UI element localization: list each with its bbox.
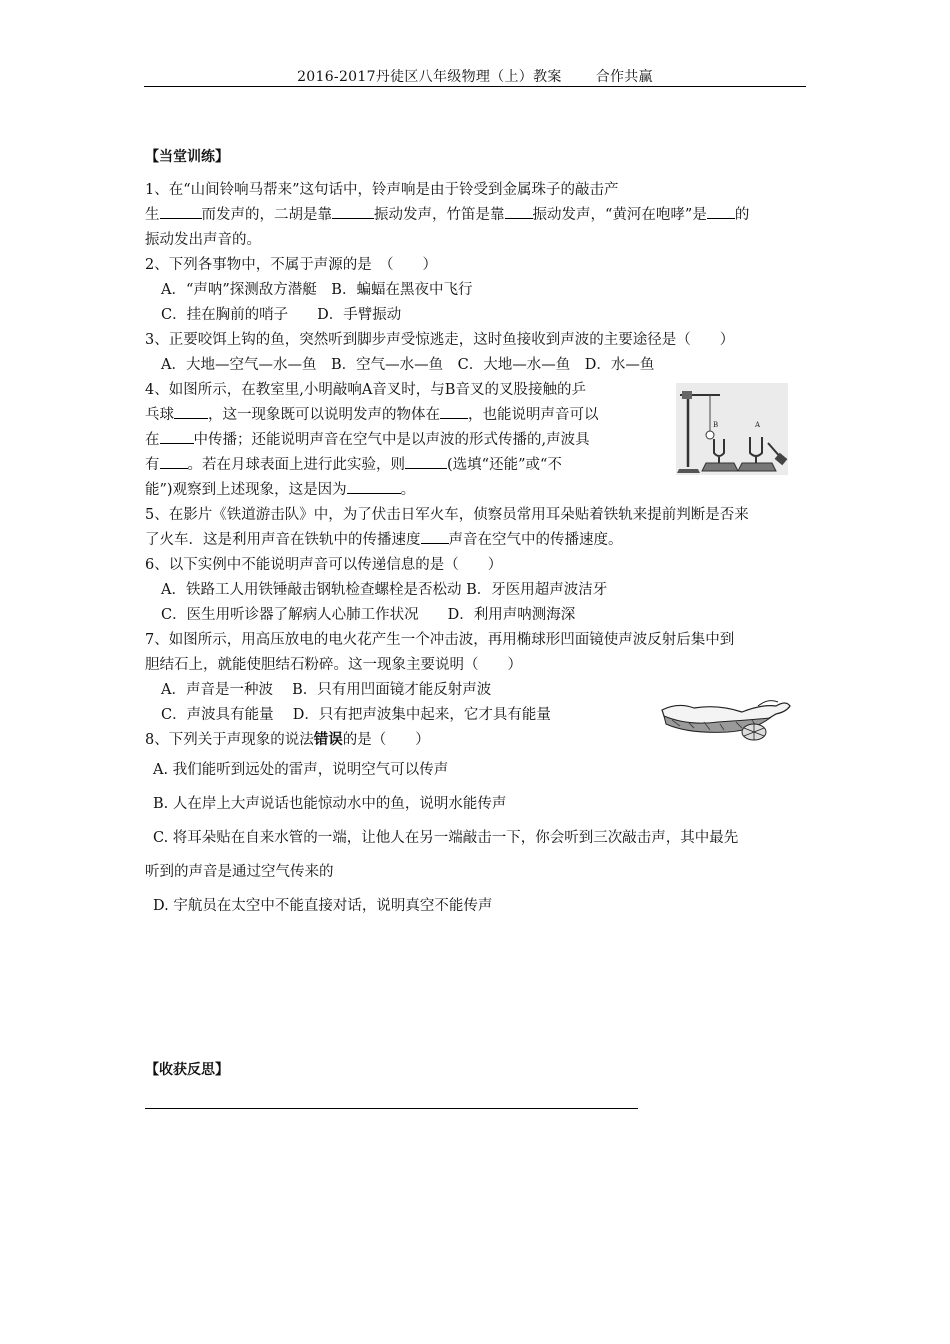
q1-line3: 振动发出声音的。 — [145, 232, 261, 248]
tuning-fork-illustration — [676, 383, 788, 475]
q2-options-ab: A．“声呐”探测敌方潜艇 B．蝙蝠在黑夜中飞行 — [161, 282, 473, 298]
answer-blank[interactable] — [421, 528, 449, 544]
q3-options: A．大地—空气—水—鱼 B．空气—水—鱼 C．大地—水—鱼 D．水—鱼 — [161, 357, 655, 373]
answer-blank[interactable] — [160, 453, 188, 469]
emphasis-wrong: 错误 — [313, 732, 343, 748]
q4-line1: 4、如图所示，在教室里,小明敲响A音叉时，与B音叉的叉股接触的乒 — [145, 382, 586, 398]
q8-stem: 8、下列关于声现象的说法错误的是（ ） — [145, 732, 430, 748]
q7-line2: 胆结石上，就能使胆结石粉碎。这一现象主要说明（ ） — [145, 657, 522, 673]
question-3 — [145, 328, 807, 378]
answer-blank[interactable] — [405, 453, 447, 469]
lithotripsy-figure — [658, 692, 792, 742]
q6-options-cd: C．医生用听诊器了解病人心肺工作状况 D．利用声呐测海深 — [161, 607, 576, 623]
training-section — [145, 145, 807, 923]
question-1 — [145, 178, 807, 253]
question-6 — [145, 553, 807, 628]
question-8 — [145, 728, 807, 923]
reflection-answer-line[interactable] — [145, 1108, 638, 1109]
q4-line3: 在 中传播；还能说明声音在空气中是以声波的形式传播的,声波具 — [145, 428, 807, 453]
q2-options-cd: C．挂在胸前的哨子 D．手臂振动 — [161, 307, 402, 323]
fork-a-label: A — [755, 421, 761, 429]
page-header — [144, 66, 806, 86]
q2-stem: 2、下列各事物中，不属于声源的是 （ ） — [145, 257, 437, 273]
q1-line2: 生 而发声的，二胡是靠 振动发声，竹笛是靠 振动发声，“黄河在咆哮”是 的 — [145, 203, 807, 228]
q4-line2: 乓球 ，这一现象既可以说明发声的物体在 ，也能说明声音可以 — [145, 403, 807, 428]
q5-line2: 了火车．这是利用声音在铁轨中的传播速度 声音在空气中的传播速度。 — [145, 528, 807, 553]
lithotripsy-illustration — [658, 692, 792, 742]
q6-options-ab: A．铁路工人用铁锤敲击钢轨检查螺栓是否松动 B．牙医用超声波洁牙 — [161, 582, 608, 598]
q8-option-b: B. 人在岸上大声说话也能惊动水中的鱼，说明水能传声 — [153, 796, 507, 812]
q5-line1: 5、在影片《铁道游击队》中，为了伏击日军火车，侦察员常用耳朵贴着铁轨来提前判断是否来 — [145, 507, 749, 523]
q8-option-c-line1: C. 将耳朵贴在自来水管的一端，让他人在另一端敲击一下，你会听到三次敲击声，其中最先 — [153, 830, 739, 846]
answer-blank[interactable] — [440, 403, 468, 419]
answer-blank[interactable] — [160, 203, 202, 219]
fork-b-label: B — [713, 421, 719, 429]
q6-stem: 6、以下实例中不能说明声音可以传递信息的是（ ） — [145, 557, 503, 573]
q8-option-c-line2: 听到的声音是通过空气传来的 — [145, 864, 334, 880]
answer-blank[interactable] — [505, 203, 533, 219]
answer-blank[interactable] — [347, 478, 401, 494]
header-title: 2016-2017丹徒区八年级物理（上）教案 — [297, 69, 562, 85]
q4-line5: 能”)观察到上述现象，这是因为 。 — [145, 478, 807, 503]
question-5 — [145, 503, 807, 553]
q1-line1: 1、在“山间铃响马帮来”这句话中，铃声响是由于铃受到金属珠子的敲击产 — [145, 182, 619, 198]
header-rule — [144, 86, 806, 87]
answer-blank[interactable] — [707, 203, 735, 219]
section-title-training: 【当堂训练】 — [145, 149, 229, 165]
q8-option-a: A. 我们能听到远处的雷声，说明空气可以传声 — [153, 762, 449, 778]
question-2 — [145, 253, 807, 328]
q7-options-ab: A．声音是一种波 B．只有用凹面镜才能反射声波 — [161, 682, 492, 698]
tuning-fork-figure — [676, 383, 788, 475]
q7-options-cd: C．声波具有能量 D．只有把声波集中起来，它才具有能量 — [161, 707, 551, 723]
section-title-reflection: 【收获反思】 — [145, 1062, 229, 1078]
q4-line4: 有 。若在月球表面上进行此实验，则 (选填“还能”或“不 — [145, 453, 807, 478]
answer-blank[interactable] — [174, 403, 208, 419]
answer-blank[interactable] — [160, 428, 194, 444]
q7-line1: 7、如图所示，用高压放电的电火花产生一个冲击波，再用椭球形凹面镜使声波反射后集中到 — [145, 632, 735, 648]
q8-option-d: D. 宇航员在太空中不能直接对话，说明真空不能传声 — [153, 898, 493, 914]
header-motto: 合作共赢 — [595, 69, 653, 85]
q3-stem: 3、正要咬饵上钩的鱼，突然听到脚步声受惊逃走，这时鱼接收到声波的主要途径是（ ） — [145, 332, 735, 348]
answer-blank[interactable] — [332, 203, 374, 219]
